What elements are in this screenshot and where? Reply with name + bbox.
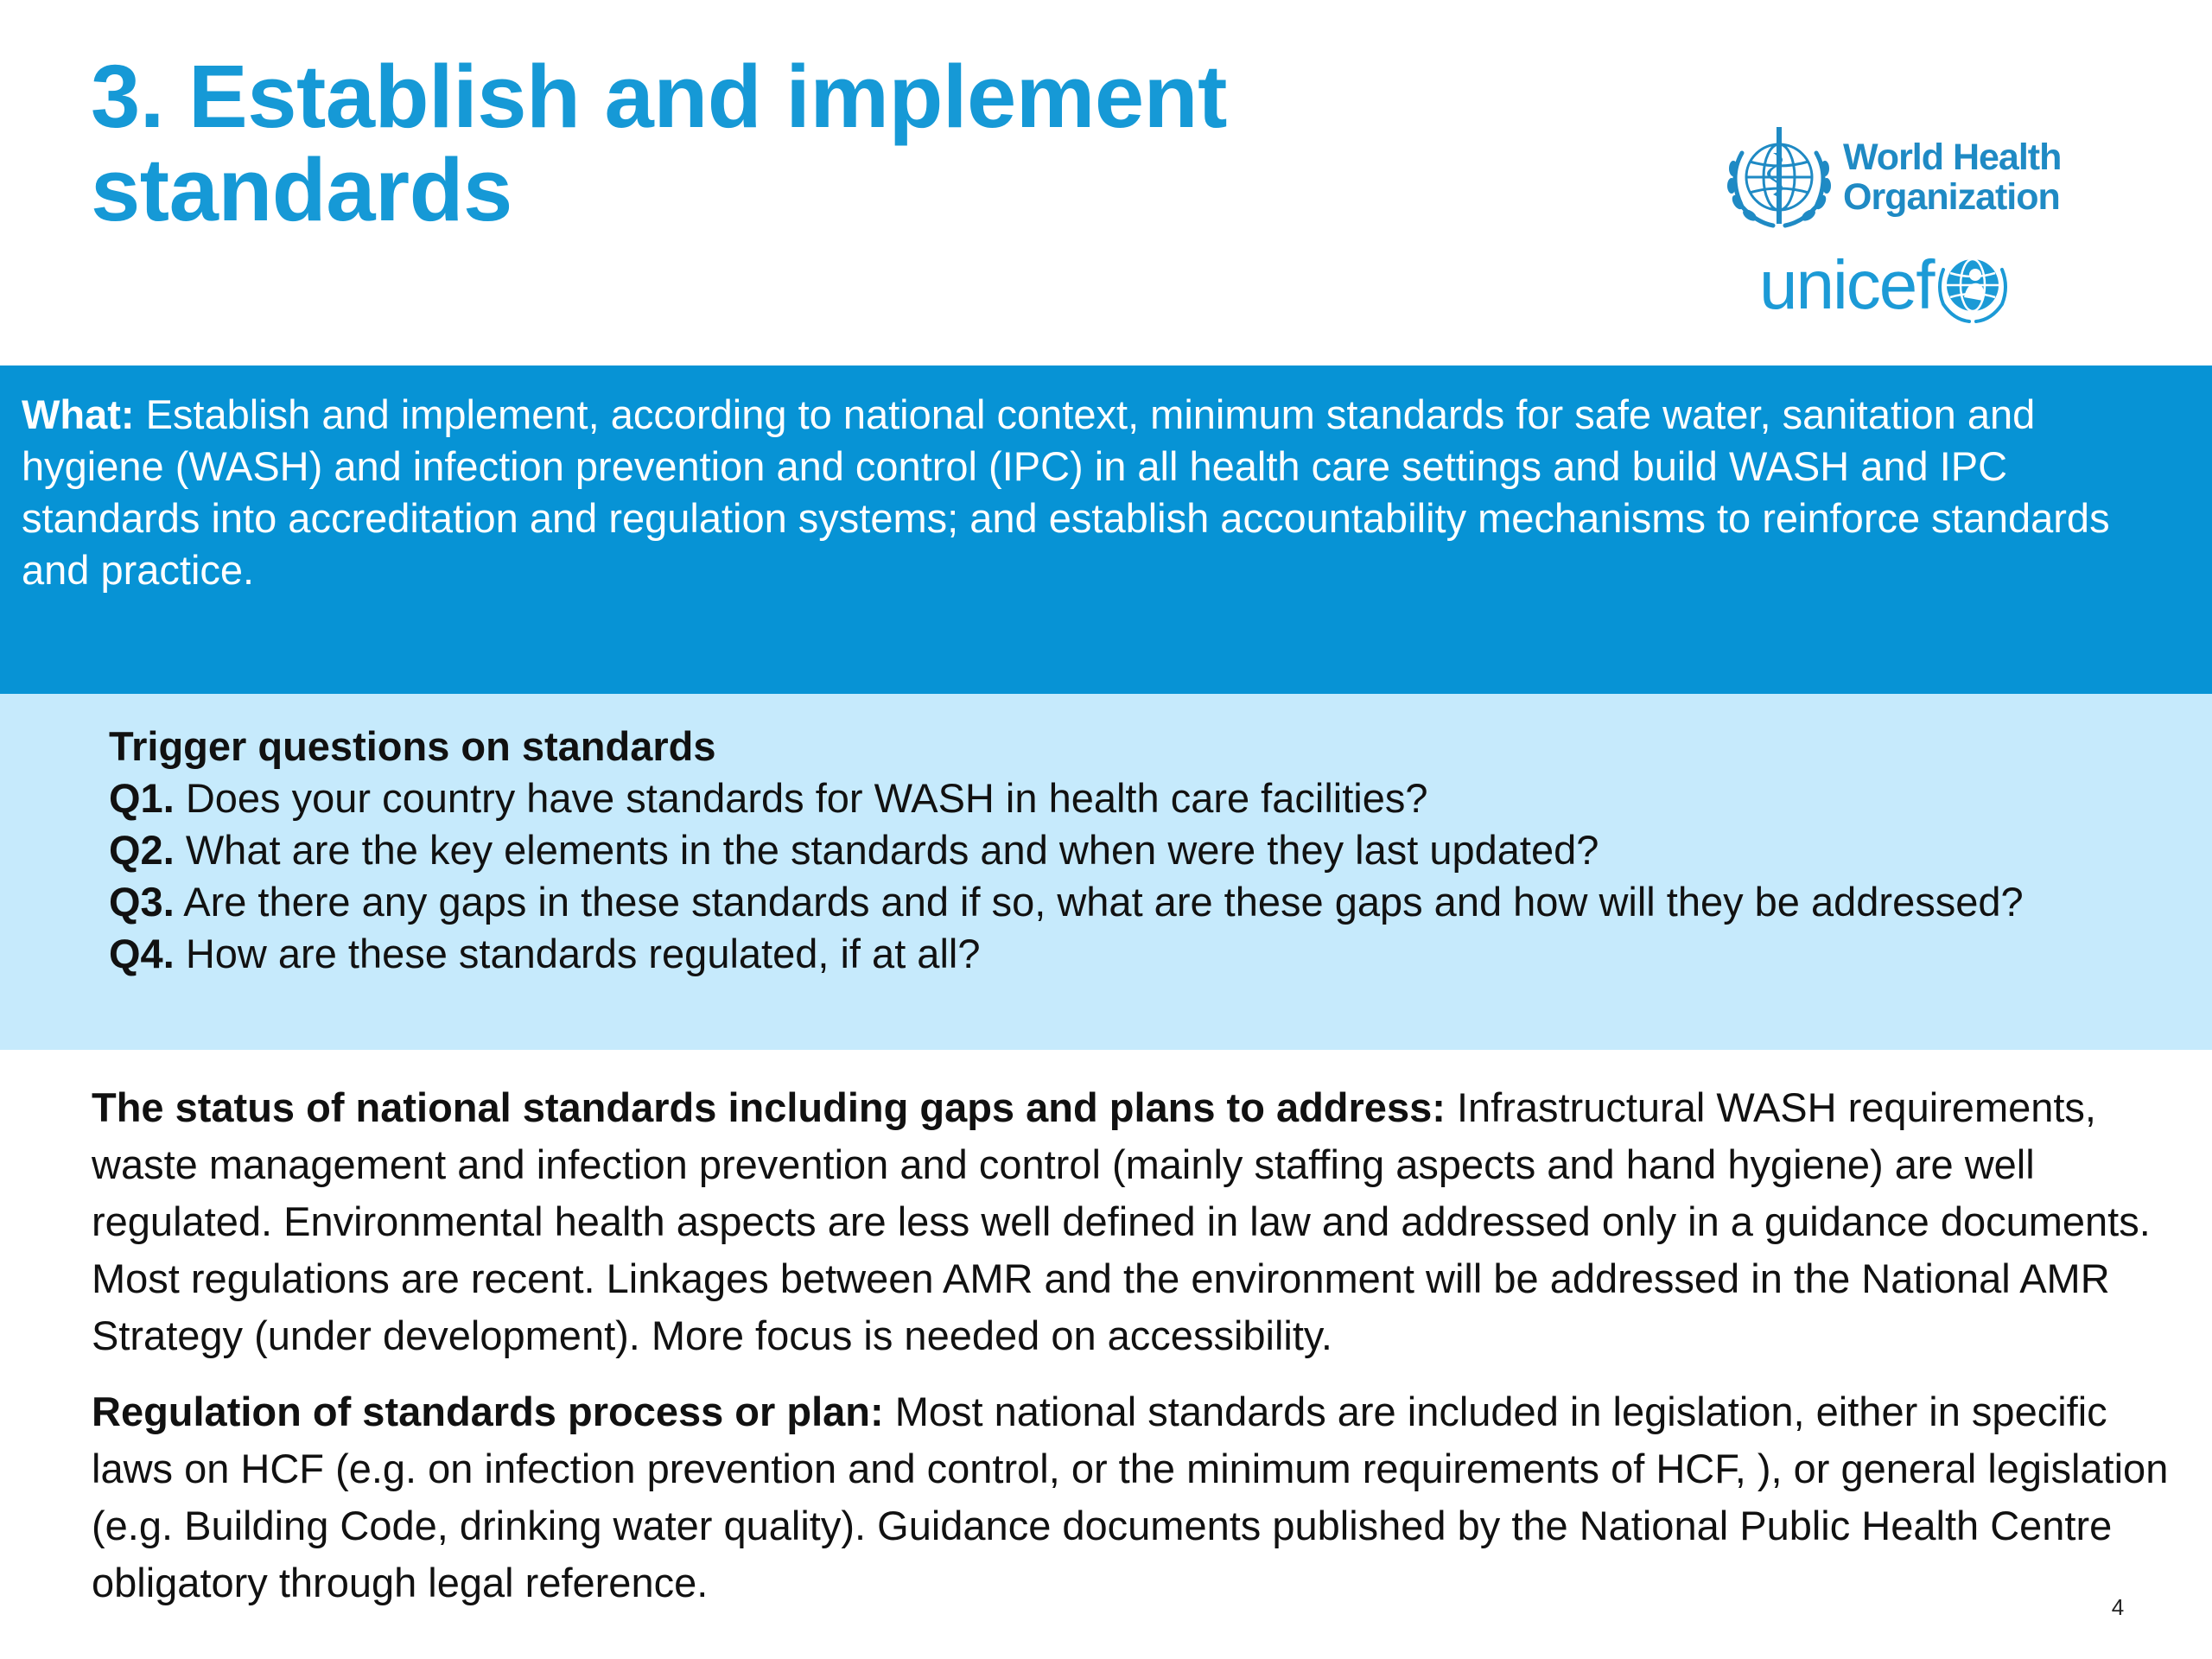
what-text: Establish and implement, according to national context, minimum standards for safe water, sanitation and hygiene (WASH) and infection prevention and control (IPC) in all health care settings and build WASH and IPC standards into accreditation and regulation systems; and establish accountability mechanisms to reinforce standards and practice.: [22, 391, 2110, 593]
trigger-question-item: [109, 772, 2160, 824]
slide-title-line-1: 3. Establish and implement: [91, 47, 1227, 146]
page-number: 4: [2111, 1594, 2125, 1620]
trigger-question-item: [109, 928, 2160, 980]
what-section: [0, 365, 2212, 694]
trigger-questions-heading: Trigger questions on standards: [109, 723, 716, 769]
regulation-paragraph: [92, 1383, 2183, 1611]
who-logo: [1721, 121, 2067, 233]
status-section: [92, 1079, 2183, 1611]
question-label: Q4.: [109, 931, 175, 976]
trigger-question-item: [109, 876, 2160, 928]
question-label: Q3.: [109, 879, 175, 925]
question-text: Does your country have standards for WASH in health care facilities?: [174, 775, 1428, 821]
slide-title-line-2: standards: [91, 140, 512, 239]
unicef-emblem-icon: [1935, 247, 2011, 323]
who-emblem-icon: [1721, 124, 1838, 232]
unicef-logo: [1759, 246, 2044, 324]
what-label: What:: [22, 391, 135, 437]
status-text: Infrastructural WASH requirements, waste management and infection prevention and control (mainly staffing aspects and hand hygiene) are well regulated. Environmental health aspects are less well defined in law and addressed only in a guidance documents. Most regulations are recent. Linkages between AMR and the environment will be addressed in the National AMR Strategy (under development). More focus is needed on accessibility.: [92, 1084, 2151, 1358]
question-label: Q1.: [109, 775, 175, 821]
what-paragraph: [22, 389, 2177, 596]
status-label: The status of national standards including gaps and plans to address:: [92, 1084, 1446, 1130]
unicef-wordmark: unicef: [1759, 246, 1934, 323]
question-text: How are these standards regulated, if at all?: [174, 931, 981, 976]
status-paragraph: [92, 1079, 2183, 1364]
question-text: What are the key elements in the standards and when were they last updated?: [174, 827, 1599, 873]
who-wordmark: [1843, 137, 2061, 217]
regulation-text: Most national standards are included in legislation, either in specific laws on HCF (e.g. on infection prevention and control, or the minimum requirements of HCF, ), or general legislation (e.g. Building Code, drinking water quality). Guidance documents published by the National Public Health Centre obligatory through legal reference.: [92, 1389, 2169, 1605]
who-wordmark-line-2: Organization: [1843, 176, 2060, 218]
who-wordmark-line-1: World Health: [1843, 137, 2062, 178]
paragraph-spacer: [92, 1364, 2183, 1383]
question-label: Q2.: [109, 827, 175, 873]
question-text: Are there any gaps in these standards and if so, what are these gaps and how will they be addressed?: [174, 879, 2024, 925]
trigger-questions-section: [0, 694, 2212, 1050]
trigger-question-item: [109, 824, 2160, 876]
slide-title: [91, 47, 1387, 239]
regulation-label: Regulation of standards process or plan:: [92, 1389, 884, 1434]
